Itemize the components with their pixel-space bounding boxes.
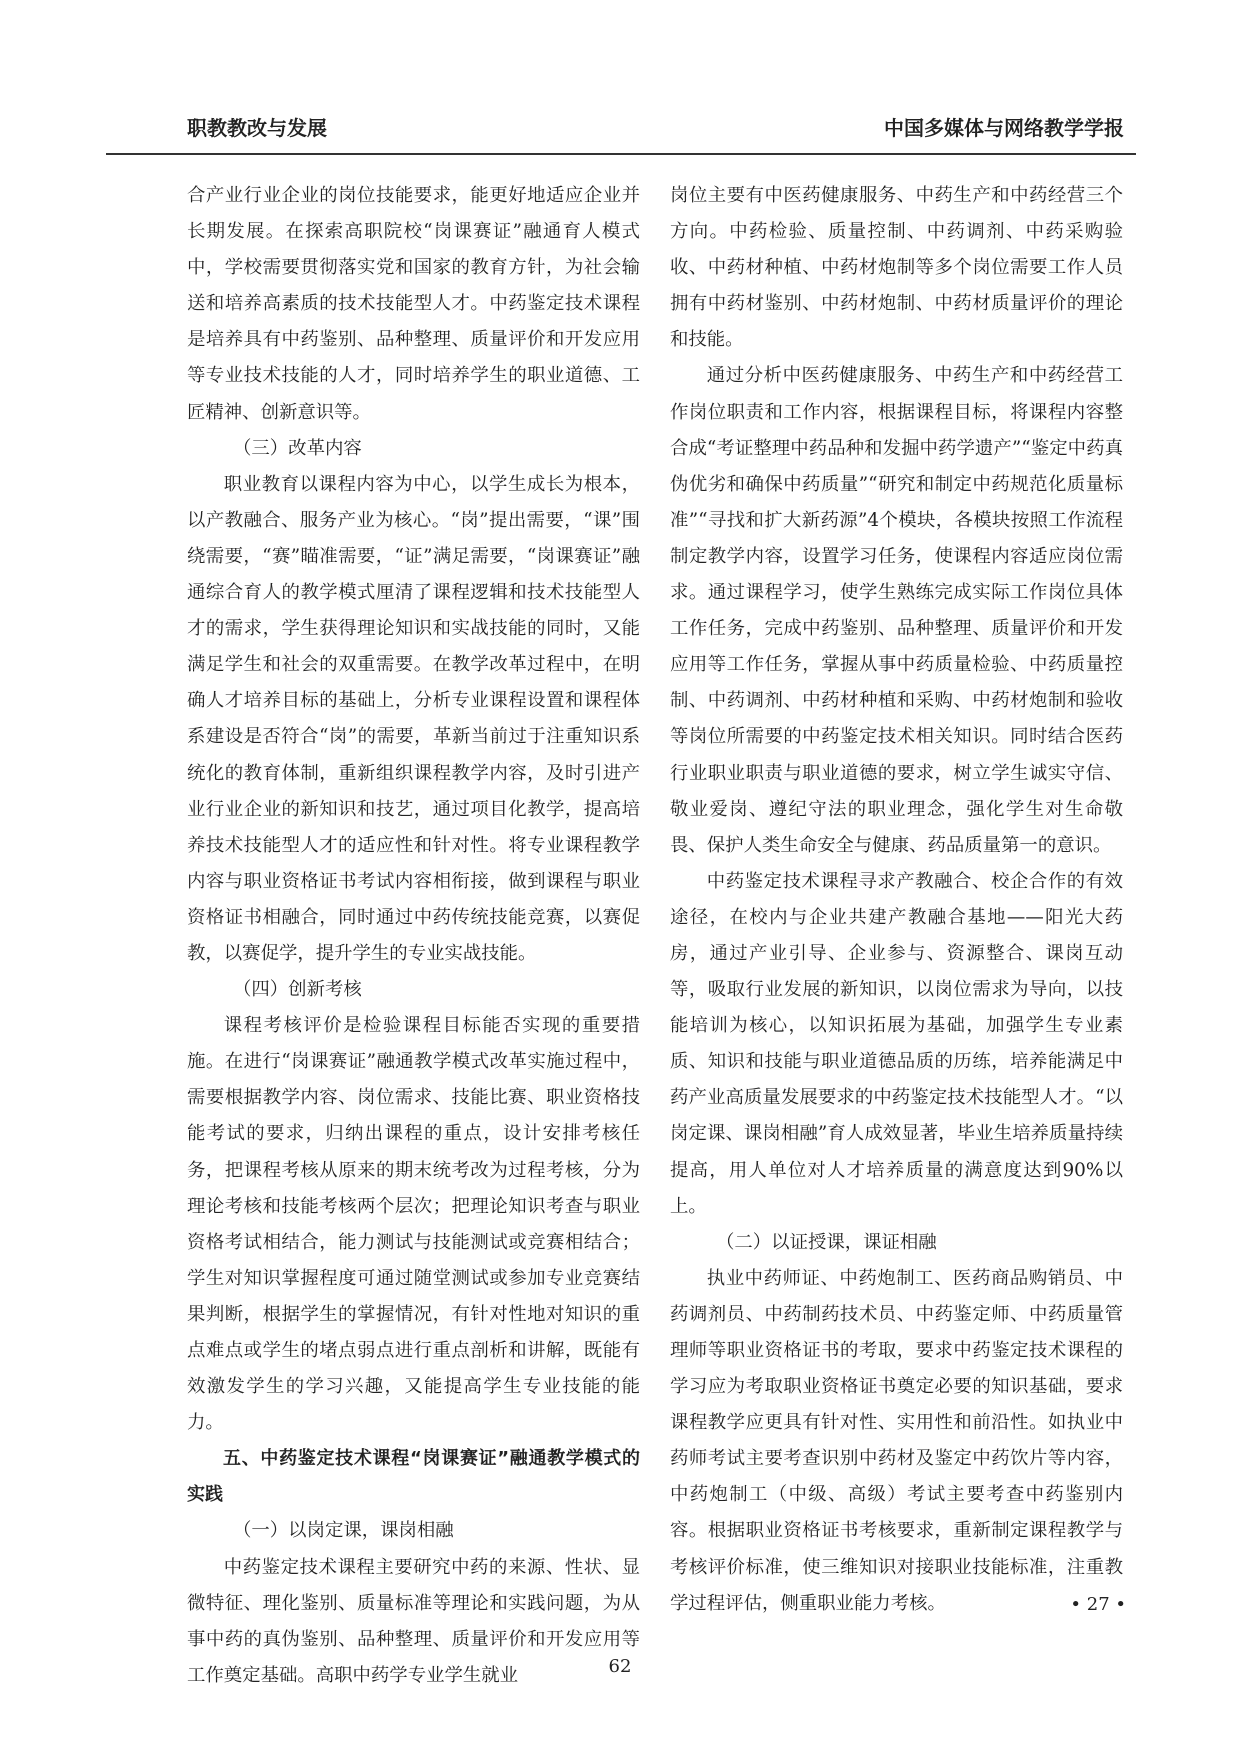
running-header-section: 职教教改与发展: [187, 116, 327, 140]
footer-page-number: 62: [608, 1656, 632, 1677]
paragraph: 合产业行业企业的岗位技能要求，能更好地适应企业并长期发展。在探索高职院校“岗课赛证”融通育人模式中，学校需要贯彻落实党和国家的教育方针，为社会输送和培养高素质的技术技能型人才。中药鉴定技术课程是培养具有中药鉴别、品种整理、质量评价和开发应用等专业技术技能的人才，同时培养学生的职业道德、工匠精神、创新意识等。: [187, 185, 640, 423]
paragraph: 职业教育以课程内容为中心，以学生成长为根本，以产教融合、服务产业为核心。“岗”提出需要，“课”围绕需要，“赛”瞄准需要，“证”满足需要，“岗课赛证”融通综合育人的教学模式厘清了课程逻辑和技术技能型人才的需求，学生获得理论知识和实战技能的同时，又能满足学生和社会的双重需要。在教学改革过程中，在明确人才培养目标的基础上，分析专业课程设置和课程体系建设是否符合“岗”的需要，革新当前过于注重知识系统化的教育体制，重新组织课程教学内容，及时引进产业行业企业的新知识和技艺，通过项目化教学，提高培养技术技能型人才的适应性和针对性。将专业课程教学内容与职业资格证书考试内容相衔接，做到课程与职业资格证书相融合，同时通过中药传统技能竞赛，以赛促教，以赛促学，提升学生的专业实战技能。: [187, 473, 640, 964]
subsection-heading: （四）创新考核: [233, 979, 362, 1001]
right-column: [670, 178, 1123, 1622]
paragraph: 执业中药师证、中药炮制工、医药商品购销员、中药调剂员、中药制药技术员、中药鉴定师、中药质量管理师等职业资格证书的考取，要求中药鉴定技术课程的学习应为考取职业资格证书奠定必要的知识基础，要求课程教学应更具有针对性、实用性和前沿性。如执业中药师考试主要考查识别中药材及鉴定中药饮片等内容，中药炮制工（中级、高级）考试主要考查中药鉴别内容。根据职业资格证书考核要求，重新制定课程教学与考核评价标准，使三维知识对接职业技能标准，注重教学过程评估，侧重职业能力考核。: [670, 1267, 1123, 1614]
running-header-journal: 中国多媒体与网络教学学报: [884, 116, 1124, 140]
subsection-heading: （二）以证授课，课证相融: [716, 1231, 937, 1253]
paragraph: 岗位主要有中医药健康服务、中药生产和中药经营三个方向。中药检验、质量控制、中药调剂、中药采购验收、中药材种植、中药材炮制等多个岗位需要工作人员拥有中药材鉴别、中药材炮制、中药材质量评价的理论和技能。: [670, 185, 1123, 351]
header-rule: [106, 153, 1136, 155]
paragraph: 中药鉴定技术课程寻求产教融合、校企合作的有效途径，在校内与企业共建产教融合基地——阳光大药房，通过产业引导、企业参与、资源整合、课岗互动等，吸取行业发展的新知识，以岗位需求为导向，以技能培训为核心，以知识拓展为基础，加强学生专业素质、知识和技能与职业道德品质的历练，培养能满足中药产业高质量发展要求的中药鉴定技术技能型人才。“以岗定课、课岗相融”育人成效显著，毕业生培养质量持续提高，用人单位对人才培养质量的满意度达到90%以上。: [670, 870, 1123, 1217]
paragraph: 中药鉴定技术课程主要研究中药的来源、性状、显微特征、理化鉴别、质量标准等理论和实践问题，为从事中药的真伪鉴别、品种整理、质量评价和开发应用等工作奠定基础。高职中药学专业学生就业: [187, 1556, 640, 1686]
subsection-heading: （三）改革内容: [233, 437, 362, 459]
section-heading: 五、中药鉴定技术课程“岗课赛证”融通教学模式的实践: [187, 1448, 640, 1506]
paragraph: 课程考核评价是检验课程目标能否实现的重要措施。在进行“岗课赛证”融通教学模式改革实施过程中，需要根据教学内容、岗位需求、技能比赛、职业资格技能考试的要求，归纳出课程的重点，设计安排考核任务，把课程考核从原来的期末统考改为过程考核，分为理论考核和技能考核两个层次；把理论知识考查与职业资格考试相结合，能力测试与技能测试或竞赛相结合；学生对知识掌握程度可通过随堂测试或参加专业竞赛结果判断，根据学生的掌握情况，有针对性地对知识的重点难点或学生的堵点弱点进行重点剖析和讲解，既能有效激发学生的学习兴趣，又能提高学生专业技能的能力。: [187, 1015, 640, 1434]
left-column: [187, 178, 640, 1694]
journal-page-number: • 27 •: [1070, 1594, 1126, 1615]
paragraph: 通过分析中医药健康服务、中药生产和中药经营工作岗位职责和工作内容，根据课程目标，将课程内容整合成“考证整理中药品种和发掘中药学遗产”“鉴定中药真伪优劣和确保中药质量”“研究和制定中药规范化质量标准”“寻找和扩大新药源”4个模块，各模块按照工作流程制定教学内容，设置学习任务，使课程内容适应岗位需求。通过课程学习，使学生熟练完成实际工作岗位具体工作任务，完成中药鉴别、品种整理、质量评价和开发应用等工作任务，掌握从事中药质量检验、中药质量控制、中药调剂、中药材种植和采购、中药材炮制和验收等岗位所需要的中药鉴定技术相关知识。同时结合医药行业职业职责与职业道德的要求，树立学生诚实守信、敬业爱岗、遵纪守法的职业理念，强化学生对生命敬畏、保护人类生命安全与健康、药品质量第一的意识。: [670, 365, 1123, 856]
subsection-heading: （一）以岗定课，课岗相融: [233, 1520, 454, 1542]
